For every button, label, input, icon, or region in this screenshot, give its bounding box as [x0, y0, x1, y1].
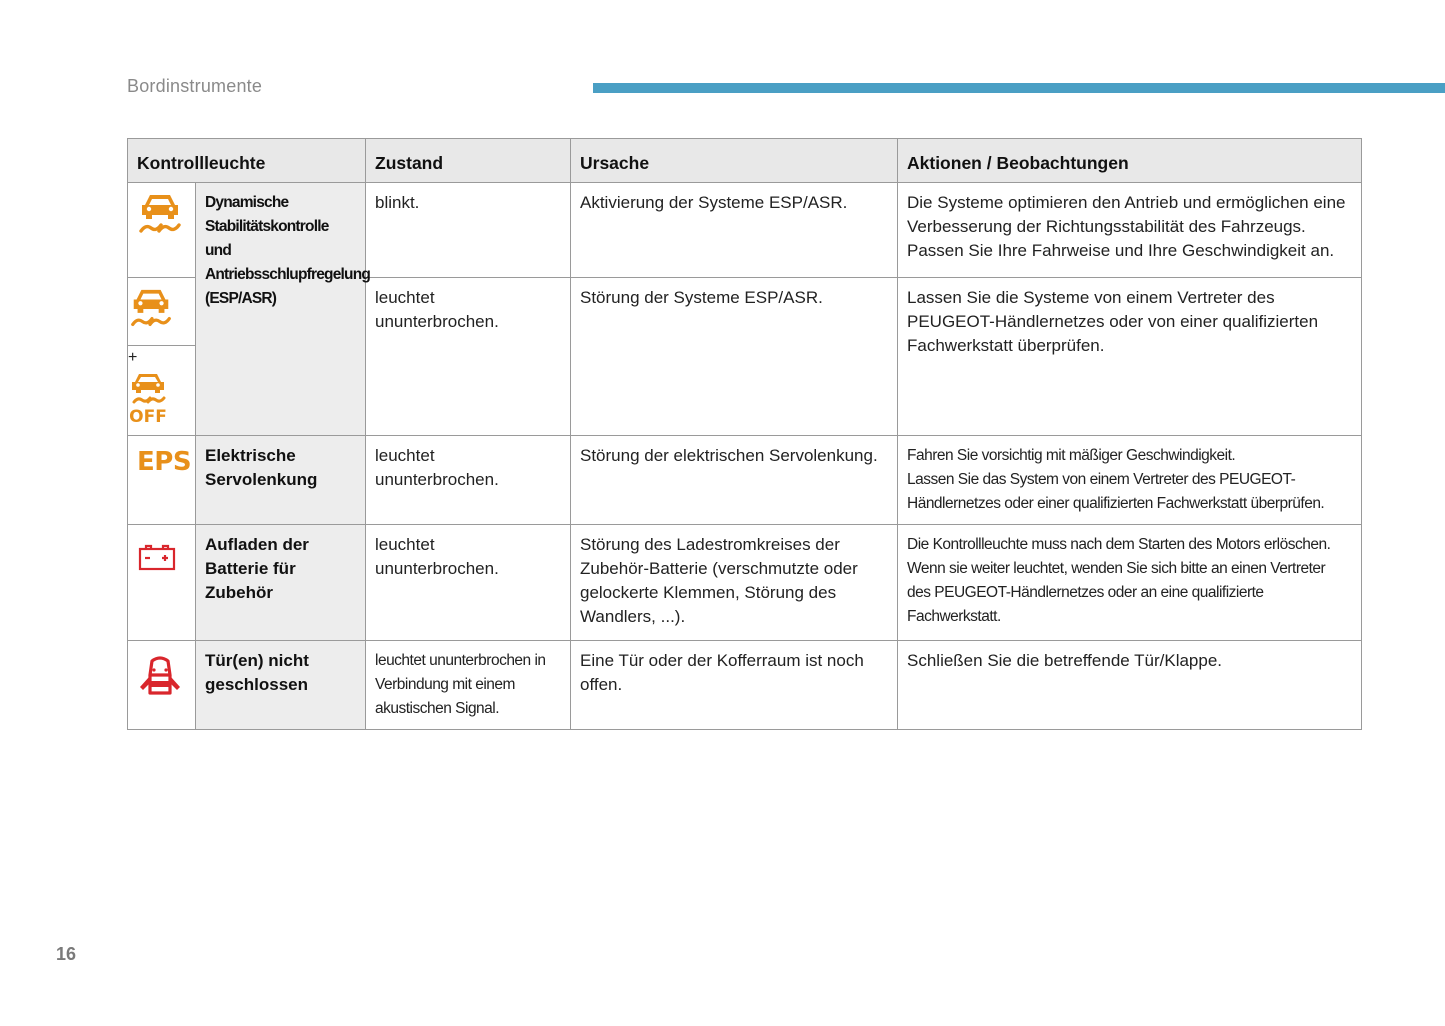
- esp-skid-icon: [128, 286, 174, 334]
- esp-name: Dynamische Stabilitätskontrolle und Antriebsschlupfregelung (ESP/ASR): [196, 183, 366, 436]
- table-row: [128, 525, 1362, 641]
- off-label: OFF: [129, 407, 167, 424]
- esp-action-2: Lassen Sie die Systeme von einem Vertreter des PEUGEOT-Händlernetzes oder von einer qualifizierten Fachwerkstatt überprüfen.: [898, 278, 1362, 436]
- page-number: 16: [56, 944, 77, 964]
- door-action: Schließen Sie die betreffende Tür/Klappe.: [898, 641, 1362, 730]
- battery-icon-cell: [128, 525, 196, 641]
- header-accent-bar: [593, 83, 1445, 93]
- eps-name: Elektrische Servolenkung: [196, 436, 366, 525]
- esp-skid-icon: [137, 191, 183, 241]
- eps-action-line2: Lassen Sie das System von einem Vertreter des PEUGEOT-Händlernetzes oder einer qualifizierten Fachwerkstatt überprüfen.: [907, 471, 1325, 512]
- esp-cause-2: Störung der Systeme ESP/ASR.: [571, 278, 898, 436]
- esp-state-1: blinkt.: [366, 183, 571, 278]
- door-name: Tür(en) nicht geschlossen: [196, 641, 366, 730]
- esp-state-2: leuchtet ununterbrochen.: [366, 278, 571, 436]
- eps-cause: Störung der elektrischen Servolenkung.: [571, 436, 898, 525]
- battery-cause: Störung des Ladestromkreises der Zubehör-Batterie (verschmutzte oder gelockerte Klemmen, Störung des Wandlers, ...).: [571, 525, 898, 641]
- table-row: [128, 436, 1362, 525]
- warning-lights-table: [127, 138, 1362, 730]
- door-icon-cell: [128, 641, 196, 730]
- esp-icon-cell-2: [128, 278, 196, 346]
- esp-cause-1: Aktivierung der Systeme ESP/ASR.: [571, 183, 898, 278]
- esp-off-icon: [128, 368, 168, 424]
- door-cause: Eine Tür oder der Kofferraum ist noch offen.: [571, 641, 898, 730]
- esp-action-1: Die Systeme optimieren den Antrieb und ermöglichen eine Verbesserung der Richtungsstabilität des Fahrzeugs. Passen Sie Ihre Fahrweise und Ihre Geschwindigkeit an.: [898, 183, 1362, 278]
- eps-action-line1: Fahren Sie vorsichtig mit mäßiger Geschwindigkeit.: [907, 447, 1236, 464]
- col-header-cause: Ursache: [571, 139, 898, 183]
- plus-sign: +: [128, 349, 138, 366]
- esp-icon-cell: [128, 183, 196, 278]
- battery-icon: [137, 543, 177, 573]
- table-header-row: [128, 139, 1362, 183]
- section-title: Bordinstrumente: [127, 76, 263, 96]
- eps-action: [898, 436, 1362, 525]
- table-row: [128, 183, 1362, 278]
- col-header-light: Kontrollleuchte: [128, 139, 366, 183]
- eps-icon-cell: [128, 436, 196, 525]
- col-header-actions: Aktionen / Beobachtungen: [898, 139, 1362, 183]
- battery-action-line2: Wenn sie weiter leuchtet, wenden Sie sich bitte an einen Vertreter des PEUGEOT-Händlernetzes oder an eine qualifizierte Fachwerkstatt.: [907, 560, 1326, 625]
- eps-icon: EPS: [137, 447, 192, 477]
- table-row: [128, 641, 1362, 730]
- esp-off-icon-cell: [128, 346, 196, 436]
- door-state: leuchtet ununterbrochen in Verbindung mit einem akustischen Signal.: [366, 641, 571, 730]
- battery-action: [898, 525, 1362, 641]
- door-open-icon: [137, 653, 183, 703]
- battery-action-line1: Die Kontrollleuchte muss nach dem Starten des Motors erlöschen.: [907, 536, 1331, 553]
- battery-name: Aufladen der Batterie für Zubehör: [196, 525, 366, 641]
- battery-state: leuchtet ununterbrochen.: [366, 525, 571, 641]
- col-header-state: Zustand: [366, 139, 571, 183]
- eps-state: leuchtet ununterbrochen.: [366, 436, 571, 525]
